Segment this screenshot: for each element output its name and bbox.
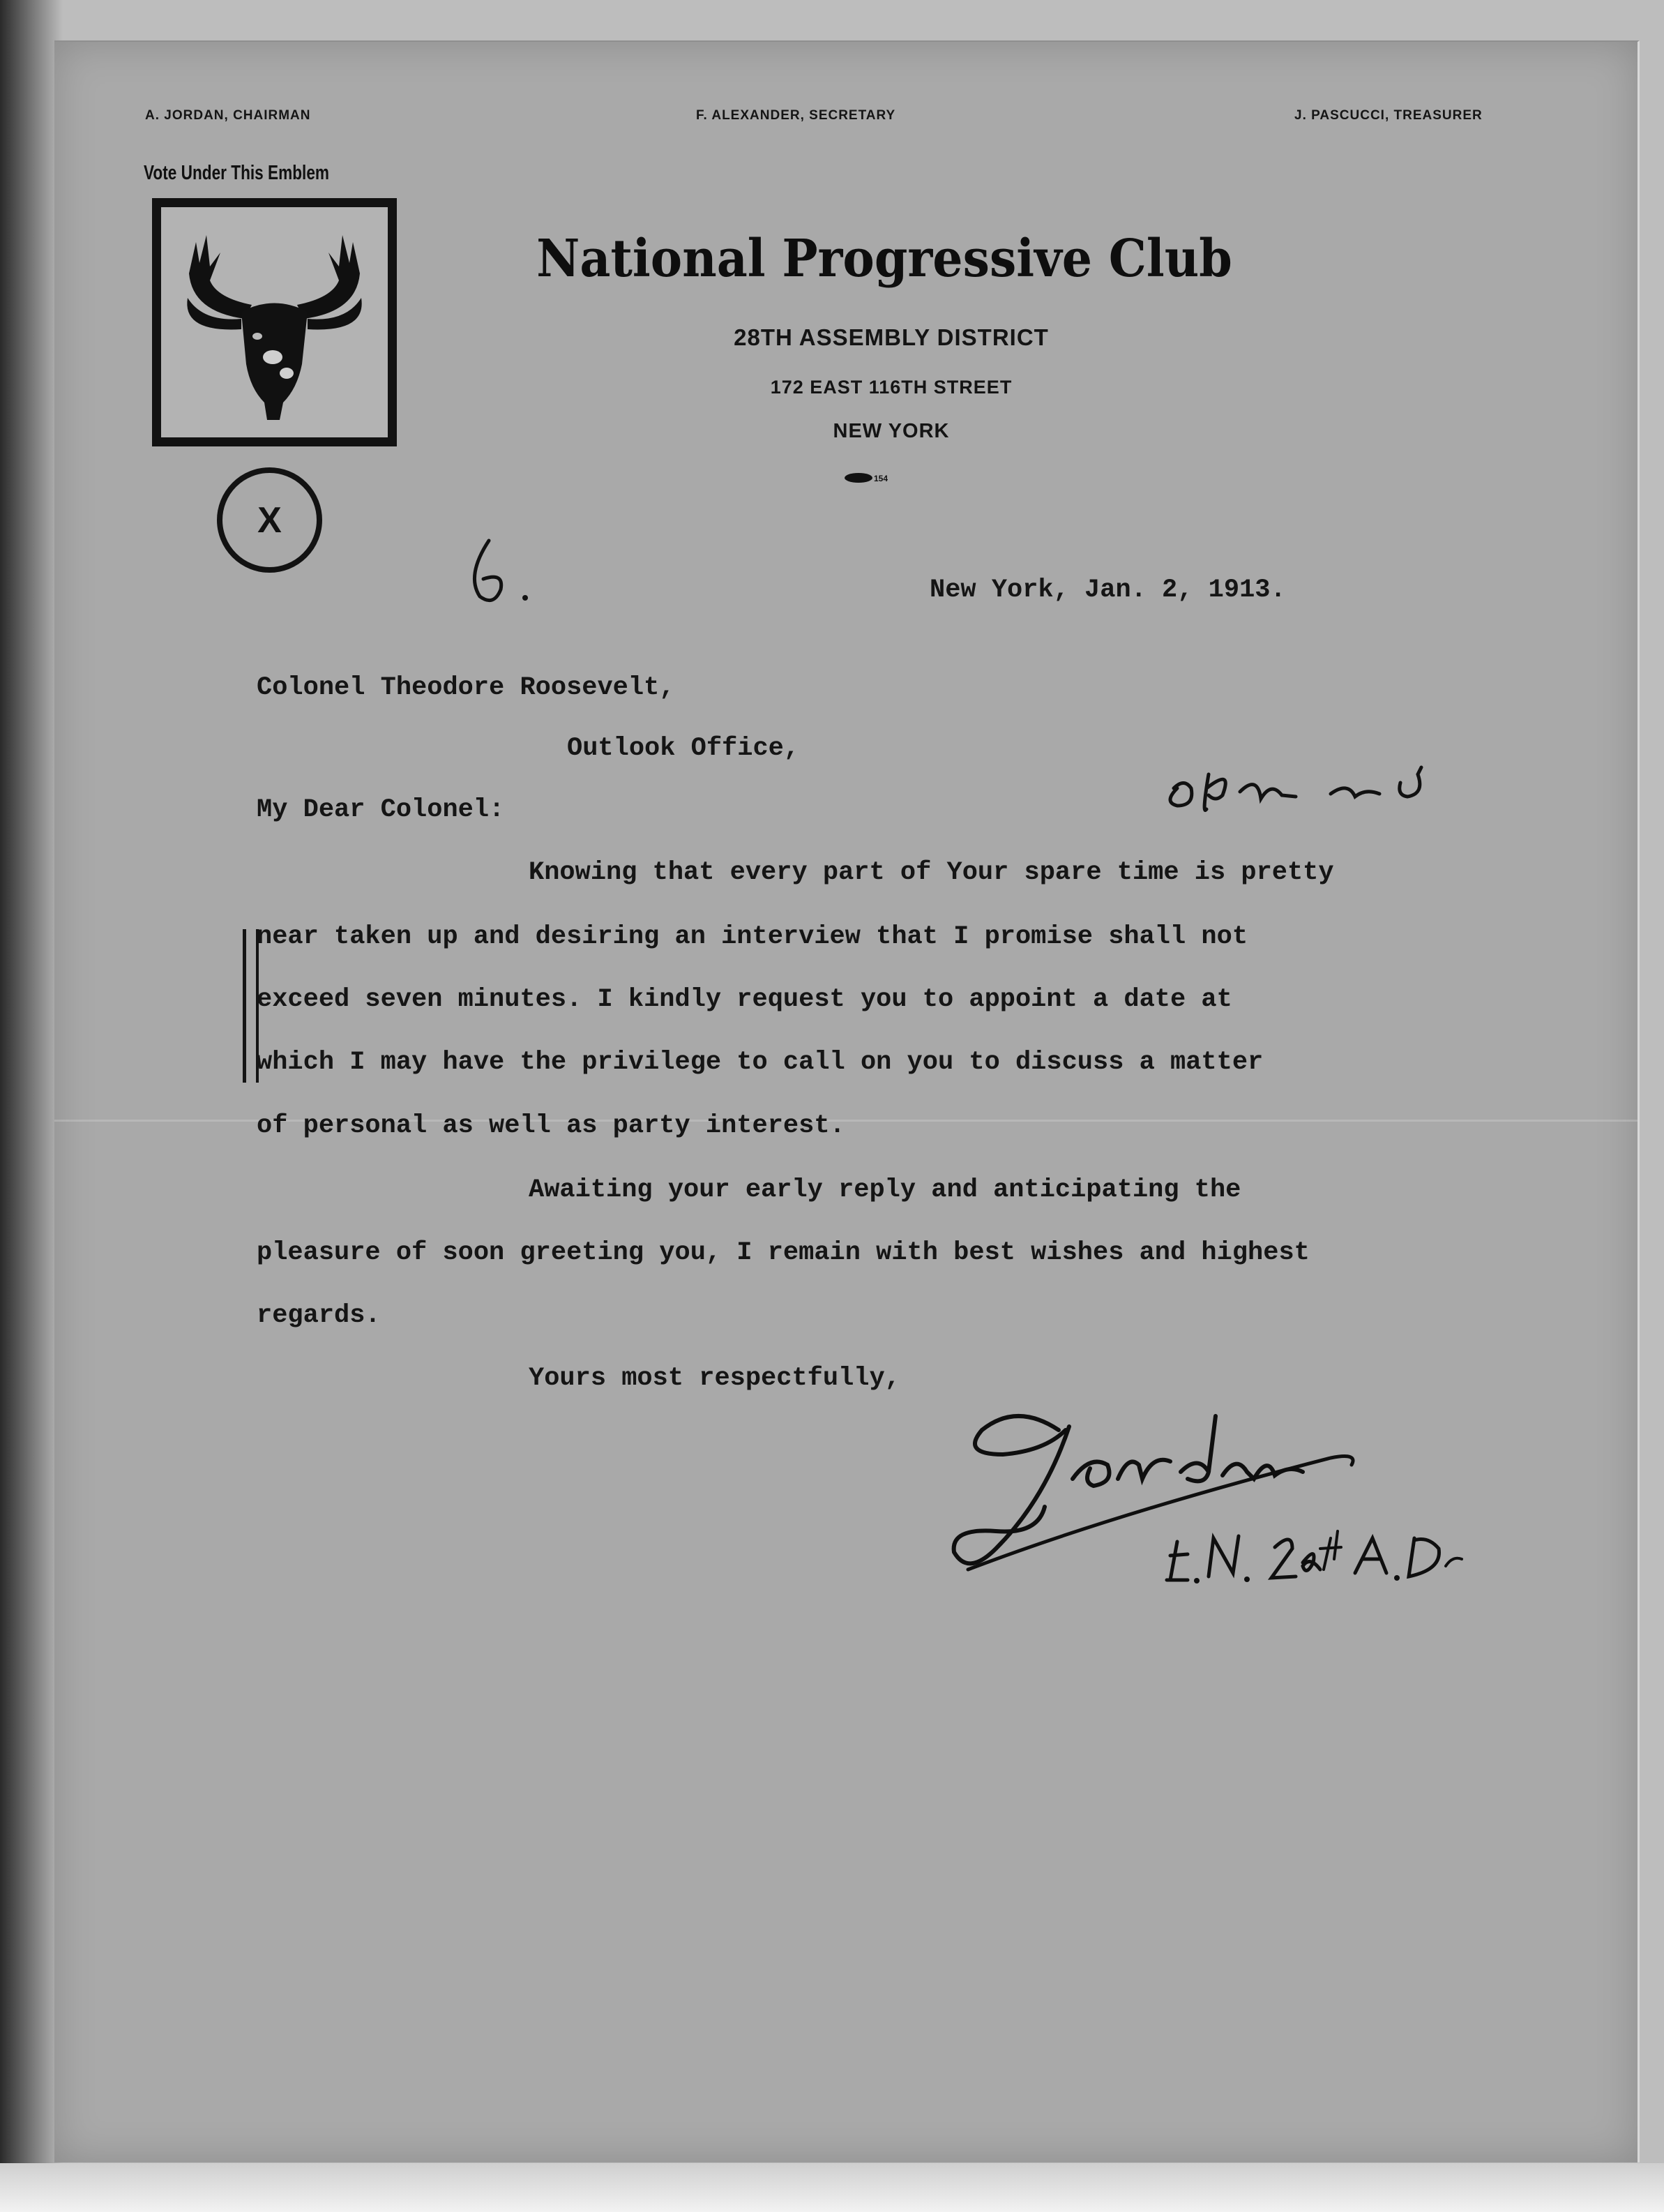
handwritten-annotation <box>1156 739 1477 820</box>
scan-border-bottom <box>0 2163 1664 2212</box>
salutation: My Dear Colonel: <box>257 795 505 825</box>
body-line-3: exceed seven minutes. I kindly request you to appoint a date at <box>257 985 1232 1014</box>
union-label-number: 154 <box>874 474 888 483</box>
body-line-4: which I may have the privilege to call on you to discuss a matter <box>257 1048 1264 1077</box>
emblem-frame <box>152 198 397 446</box>
officer-chairman: A. JORDAN, CHAIRMAN <box>145 108 311 123</box>
emblem-caption: Vote Under This Emblem <box>144 162 330 184</box>
closing: Yours most respectfully, <box>529 1364 900 1393</box>
club-name: National Progressive Club <box>536 229 1232 289</box>
club-city: NEW YORK <box>833 420 950 442</box>
scan-border-left <box>0 0 63 2212</box>
union-label <box>845 471 886 488</box>
body-line-5: of personal as well as party interest. <box>257 1111 845 1141</box>
union-bug-icon <box>845 471 886 485</box>
officer-treasurer: J. PASCUCCI, TREASURER <box>1294 108 1483 123</box>
signature <box>940 1388 1484 1622</box>
recipient-name: Colonel Theodore Roosevelt, <box>257 673 675 702</box>
bull-moose-icon <box>168 214 381 430</box>
vote-mark-circle <box>217 467 322 573</box>
handwritten-page-number <box>462 534 546 614</box>
club-street-address: 172 EAST 116TH STREET <box>770 377 1013 398</box>
assembly-district: 28TH ASSEMBLY DISTRICT <box>734 324 1049 350</box>
body-line-7: pleasure of soon greeting you, I remain with best wishes and highest <box>257 1238 1310 1267</box>
body-line-8: regards. <box>257 1301 381 1330</box>
letter-sheet <box>54 40 1640 2162</box>
letter-dateline: New York, Jan. 2, 1913. <box>930 575 1286 605</box>
vote-mark: X <box>257 499 282 541</box>
margin-bracket-mark <box>243 929 259 1083</box>
body-line-1: Knowing that every part of Your spare time is pretty <box>529 858 1334 887</box>
officer-secretary: F. ALEXANDER, SECRETARY <box>696 108 896 123</box>
body-line-6: Awaiting your early reply and anticipating the <box>529 1175 1241 1205</box>
recipient-address: Outlook Office, <box>567 734 800 763</box>
body-line-2: near taken up and desiring an interview that I promise shall not <box>257 922 1248 951</box>
